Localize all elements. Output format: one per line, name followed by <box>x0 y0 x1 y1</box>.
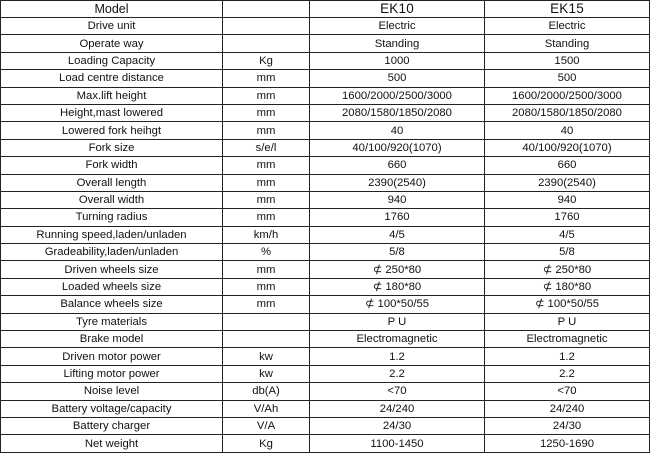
spec-ek10-cell: 24/240 <box>310 400 485 417</box>
spec-param-cell: Lowered fork heihgt <box>1 122 223 139</box>
spec-ek15-cell: 40/100/920(1070) <box>485 139 650 156</box>
table-row <box>1 331 650 348</box>
spec-unit-cell <box>223 331 310 348</box>
spec-ek15-cell: Electric <box>485 18 650 35</box>
spec-ek15-cell: Standing <box>485 35 650 52</box>
spec-unit-cell: kw <box>223 348 310 365</box>
table-row <box>1 122 650 139</box>
spec-param-cell: Running speed,laden/unladen <box>1 226 223 243</box>
spec-param-cell: Brake model <box>1 331 223 348</box>
spec-ek15-cell: ⊄ 100*50/55 <box>485 296 650 313</box>
table-row <box>1 278 650 295</box>
spec-ek15-cell: 1600/2000/2500/3000 <box>485 87 650 104</box>
spec-ek10-cell: 40/100/920(1070) <box>310 139 485 156</box>
spec-ek10-cell: ⊄ 180*80 <box>310 278 485 295</box>
header-row <box>1 1 650 18</box>
spec-param-cell: Overall length <box>1 174 223 191</box>
spec-param-cell: Operate way <box>1 35 223 52</box>
table-row <box>1 226 650 243</box>
spec-param-cell: Loaded wheels size <box>1 278 223 295</box>
spec-ek15-cell: 1.2 <box>485 348 650 365</box>
spec-unit-cell: mm <box>223 104 310 121</box>
spec-ek15-cell: 24/240 <box>485 400 650 417</box>
table-row <box>1 383 650 400</box>
spec-ek10-cell: 1000 <box>310 52 485 69</box>
table-row <box>1 87 650 104</box>
spec-ek15-cell: 660 <box>485 157 650 174</box>
spec-ek15-cell: ⊄ 180*80 <box>485 278 650 295</box>
spec-unit-cell: mm <box>223 191 310 208</box>
spec-ek15-cell: 1250-1690 <box>485 435 650 453</box>
spec-unit-cell: mm <box>223 261 310 278</box>
spec-ek15-cell: 40 <box>485 122 650 139</box>
spec-ek10-cell: 500 <box>310 70 485 87</box>
spec-unit-cell: mm <box>223 278 310 295</box>
spec-unit-cell: Kg <box>223 435 310 453</box>
spec-unit-cell: s/e/l <box>223 139 310 156</box>
table-row <box>1 244 650 261</box>
spec-ek10-cell: 1100-1450 <box>310 435 485 453</box>
spec-ek10-cell: Electromagnetic <box>310 331 485 348</box>
spec-param-cell: Battery voltage/capacity <box>1 400 223 417</box>
spec-ek15-cell: 2390(2540) <box>485 174 650 191</box>
spec-ek10-cell: <70 <box>310 383 485 400</box>
spec-param-cell: Noise level <box>1 383 223 400</box>
spec-param-cell: Drive unit <box>1 18 223 35</box>
spec-param-cell: Overall width <box>1 191 223 208</box>
spec-unit-cell: mm <box>223 296 310 313</box>
header-model: Model <box>1 1 223 18</box>
table-row <box>1 313 650 330</box>
table-row <box>1 104 650 121</box>
spec-unit-cell: mm <box>223 70 310 87</box>
spec-param-cell: Lifting motor power <box>1 365 223 382</box>
table-row <box>1 209 650 226</box>
spec-ek10-cell: 4/5 <box>310 226 485 243</box>
table-row <box>1 400 650 417</box>
spec-unit-cell <box>223 35 310 52</box>
spec-ek10-cell: 2390(2540) <box>310 174 485 191</box>
header-unit <box>223 1 310 18</box>
spec-param-cell: Gradeability,laden/unladen <box>1 244 223 261</box>
spec-ek15-cell: 500 <box>485 70 650 87</box>
spec-param-cell: Height,mast lowered <box>1 104 223 121</box>
spec-ek10-cell: 5/8 <box>310 244 485 261</box>
spec-param-cell: Battery charger <box>1 417 223 434</box>
spec-unit-cell: % <box>223 244 310 261</box>
table-row <box>1 174 650 191</box>
spec-ek15-cell: 1500 <box>485 52 650 69</box>
table-row <box>1 191 650 208</box>
spec-ek15-cell: ⊄ 250*80 <box>485 261 650 278</box>
spec-ek15-cell: 2.2 <box>485 365 650 382</box>
spec-ek10-cell: 1600/2000/2500/3000 <box>310 87 485 104</box>
spec-unit-cell: kw <box>223 365 310 382</box>
table-row <box>1 52 650 69</box>
spec-ek15-cell: 2080/1580/1850/2080 <box>485 104 650 121</box>
table-row <box>1 365 650 382</box>
spec-ek10-cell: P U <box>310 313 485 330</box>
spec-unit-cell: mm <box>223 209 310 226</box>
spec-ek10-cell: Standing <box>310 35 485 52</box>
spec-ek15-cell: 5/8 <box>485 244 650 261</box>
spec-table-body <box>1 18 650 453</box>
table-row <box>1 435 650 453</box>
spec-ek10-cell: 40 <box>310 122 485 139</box>
spec-unit-cell: km/h <box>223 226 310 243</box>
spec-unit-cell: mm <box>223 122 310 139</box>
spec-param-cell: Balance wheels size <box>1 296 223 313</box>
spec-ek10-cell: 1.2 <box>310 348 485 365</box>
spec-ek15-cell: 24/30 <box>485 417 650 434</box>
spec-param-cell: Fork size <box>1 139 223 156</box>
spec-unit-cell: mm <box>223 174 310 191</box>
table-row <box>1 139 650 156</box>
spec-ek10-cell: 1760 <box>310 209 485 226</box>
spec-ek15-cell: 940 <box>485 191 650 208</box>
spec-ek15-cell: P U <box>485 313 650 330</box>
spec-param-cell: Driven motor power <box>1 348 223 365</box>
header-ek10: EK10 <box>310 1 485 18</box>
spec-ek10-cell: Electric <box>310 18 485 35</box>
spec-unit-cell: mm <box>223 157 310 174</box>
table-row <box>1 157 650 174</box>
table-row <box>1 417 650 434</box>
spec-ek15-cell: 4/5 <box>485 226 650 243</box>
spec-ek15-cell: <70 <box>485 383 650 400</box>
table-row <box>1 70 650 87</box>
spec-param-cell: Driven wheels size <box>1 261 223 278</box>
spec-ek10-cell: ⊄ 100*50/55 <box>310 296 485 313</box>
spec-ek15-cell: Electromagnetic <box>485 331 650 348</box>
spec-param-cell: Max.lift height <box>1 87 223 104</box>
header-ek15: EK15 <box>485 1 650 18</box>
spec-param-cell: Net weight <box>1 435 223 453</box>
spec-unit-cell <box>223 18 310 35</box>
spec-ek15-cell: 1760 <box>485 209 650 226</box>
spec-ek10-cell: ⊄ 250*80 <box>310 261 485 278</box>
spec-ek10-cell: 660 <box>310 157 485 174</box>
table-row <box>1 348 650 365</box>
spec-unit-cell: V/Ah <box>223 400 310 417</box>
spec-param-cell: Loading Capacity <box>1 52 223 69</box>
spec-ek10-cell: 2.2 <box>310 365 485 382</box>
spec-unit-cell: mm <box>223 87 310 104</box>
table-row <box>1 296 650 313</box>
spec-param-cell: Tyre materials <box>1 313 223 330</box>
spec-unit-cell <box>223 313 310 330</box>
spec-param-cell: Fork width <box>1 157 223 174</box>
spec-ek10-cell: 24/30 <box>310 417 485 434</box>
spec-ek10-cell: 940 <box>310 191 485 208</box>
table-row <box>1 18 650 35</box>
spec-unit-cell: db(A) <box>223 383 310 400</box>
spec-ek10-cell: 2080/1580/1850/2080 <box>310 104 485 121</box>
spec-unit-cell: Kg <box>223 52 310 69</box>
spec-param-cell: Load centre distance <box>1 70 223 87</box>
spec-param-cell: Turning radius <box>1 209 223 226</box>
table-row <box>1 35 650 52</box>
spec-unit-cell: V/A <box>223 417 310 434</box>
table-row <box>1 261 650 278</box>
